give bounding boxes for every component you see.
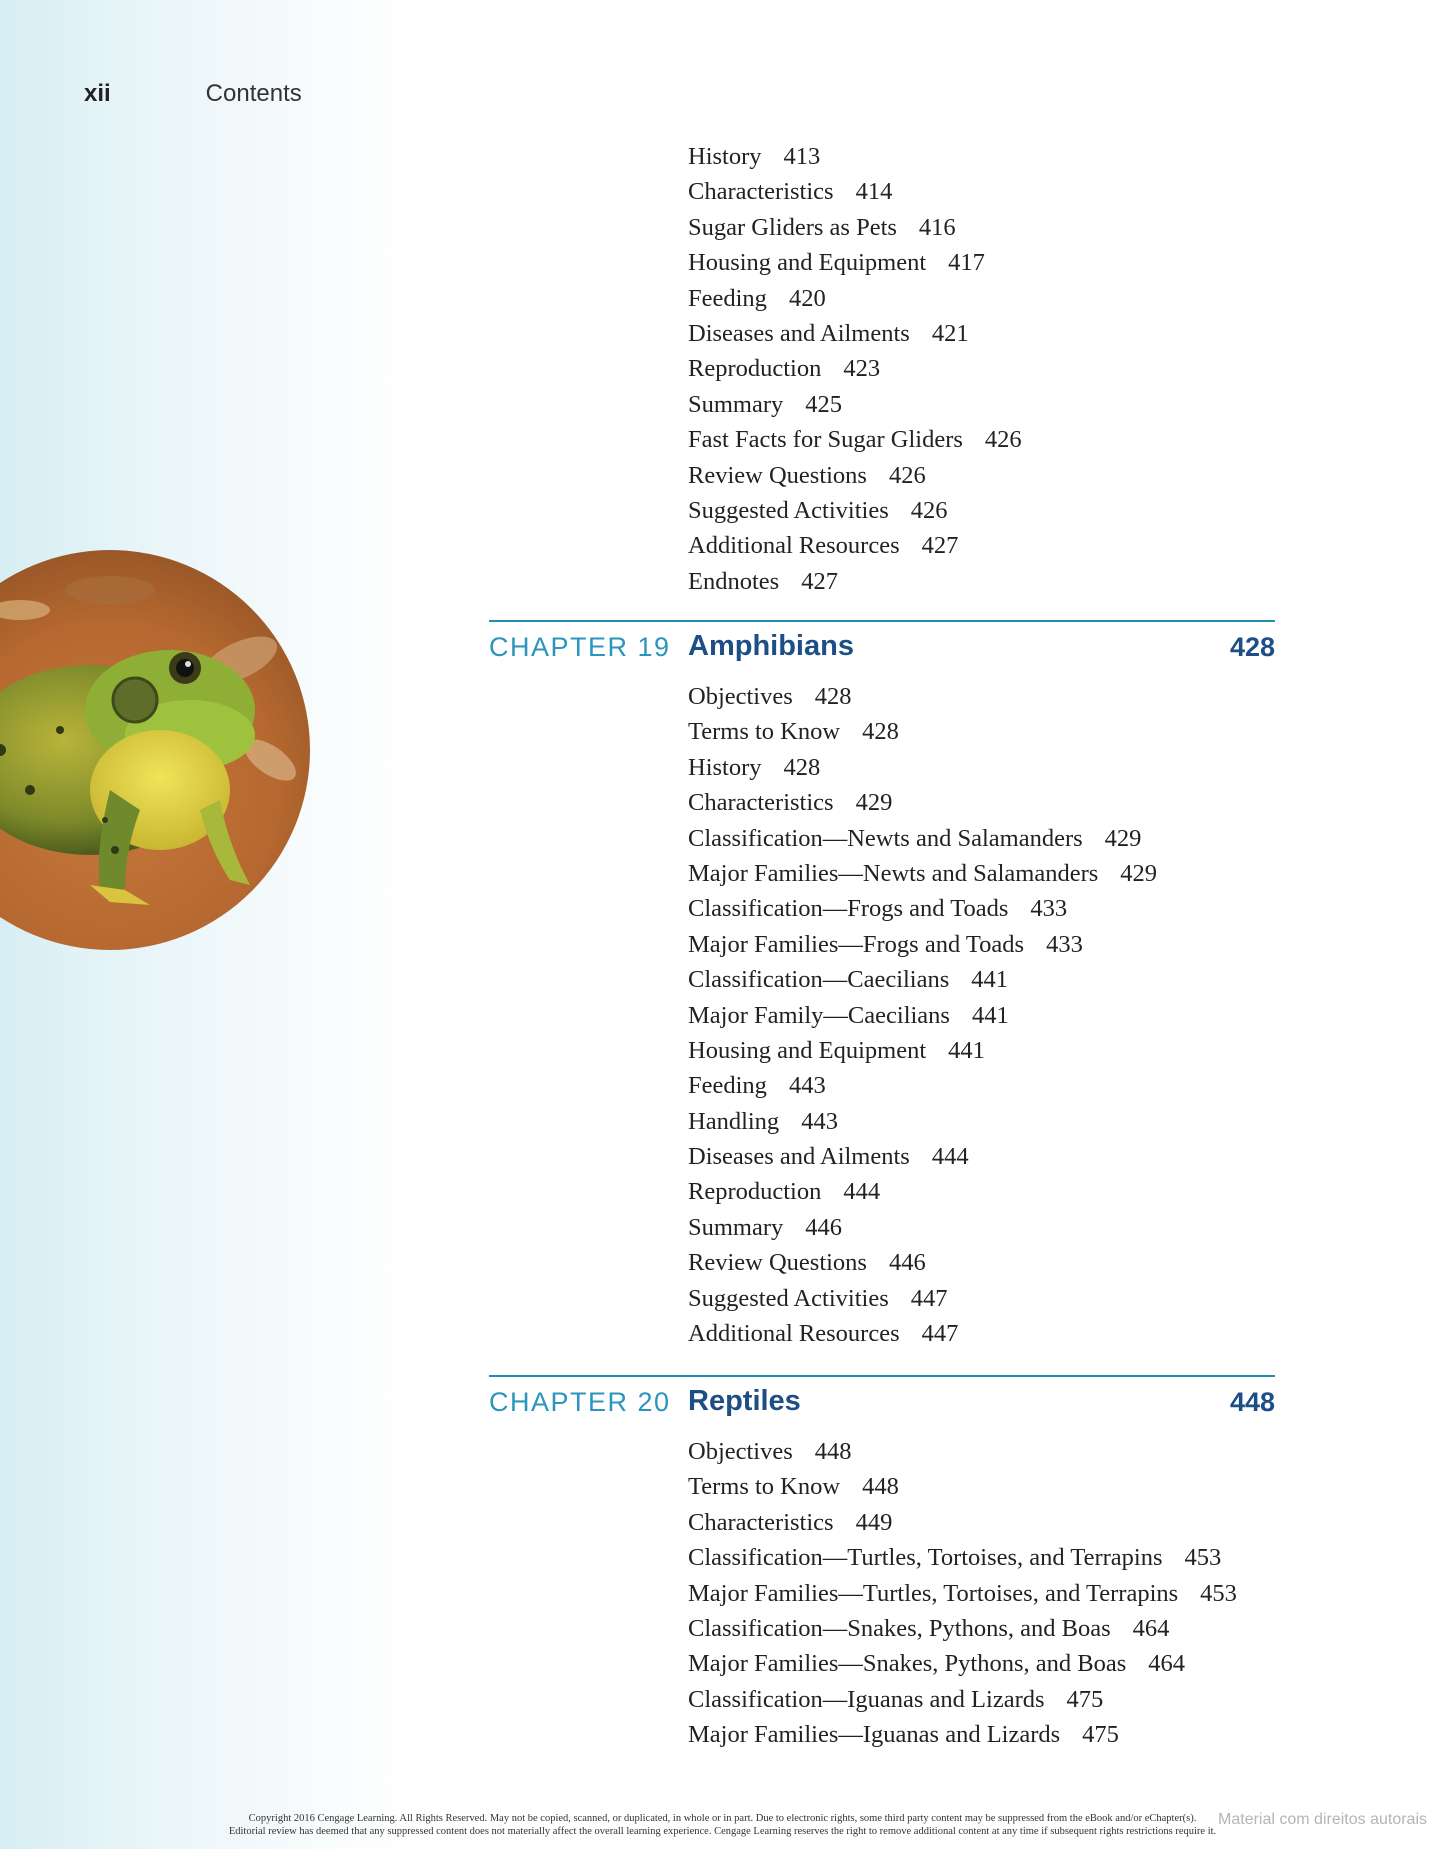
toc-entry — [688, 528, 1022, 563]
toc-entry-title: Feeding — [688, 284, 767, 312]
toc-entry-title: Housing and Equipment — [688, 1036, 927, 1064]
toc-chapter-20-list — [688, 1434, 1237, 1753]
toc-entry — [688, 1469, 1237, 1504]
toc-entry-page: 449 — [855, 1508, 893, 1536]
toc-entry — [688, 785, 1157, 820]
toc-entry-page: 414 — [855, 178, 893, 206]
toc-entry-title: Classification—Snakes, Pythons, and Boas — [688, 1614, 1111, 1642]
toc-entry — [688, 1316, 1157, 1351]
copyright-line-2: Editorial review has deemed that any suppressed content does not materially affect the overall learning experience. Cengage Learning reserves the right to remove additional content at any time if subsequent rights restrictions require it. — [228, 1826, 1217, 1837]
page-header — [84, 80, 302, 108]
toc-entry-page: 464 — [1132, 1614, 1170, 1642]
toc-entry-title: Characteristics — [688, 178, 834, 206]
toc-entry-page: 447 — [921, 1320, 959, 1348]
frog-illustration — [0, 550, 310, 950]
toc-entry-title: Additional Resources — [688, 1320, 900, 1348]
toc-entry — [688, 174, 1022, 209]
chapter-19-heading — [489, 620, 1275, 662]
chapter-title: Reptiles — [688, 1385, 801, 1417]
toc-entry — [688, 1174, 1157, 1209]
toc-entry-page: 426 — [888, 461, 926, 489]
toc-entry-title: Major Families—Newts and Salamanders — [688, 859, 1099, 887]
toc-entry-title: Suggested Activities — [688, 496, 889, 524]
toc-entry — [688, 856, 1157, 891]
toc-entry-title: Diseases and Ailments — [688, 319, 910, 347]
toc-entry-title: Sugar Gliders as Pets — [688, 213, 897, 241]
toc-entry-page: 475 — [1082, 1721, 1119, 1749]
toc-entry-page: 429 — [1120, 859, 1158, 887]
toc-entry — [688, 998, 1157, 1033]
toc-entry — [688, 927, 1157, 962]
toc-entry-page: 446 — [888, 1249, 926, 1277]
toc-entry-title: Major Family—Caecilians — [688, 1001, 950, 1029]
toc-entry — [688, 1210, 1157, 1245]
toc-entry — [688, 316, 1022, 351]
toc-entry-title: Objectives — [688, 683, 793, 710]
toc-entry — [688, 1576, 1237, 1611]
toc-entry — [688, 1068, 1157, 1103]
toc-entry-page: 426 — [984, 426, 1022, 454]
toc-entry-page: 464 — [1148, 1650, 1186, 1678]
toc-entry — [688, 821, 1157, 856]
chapter-page: 428 — [1229, 632, 1275, 662]
toc-entry — [688, 1611, 1237, 1646]
toc-entry-title: Summary — [688, 1213, 784, 1241]
toc-entry-page: 426 — [910, 496, 948, 524]
toc-entry-title: Suggested Activities — [688, 1284, 889, 1312]
toc-entry-page: 441 — [948, 1036, 985, 1064]
toc-entry-title: Major Families—Iguanas and Lizards — [688, 1721, 1061, 1749]
toc-entry-page: 443 — [788, 1072, 826, 1100]
toc-entry-title: Reproduction — [688, 355, 822, 383]
toc-entry-title: Handling — [688, 1107, 780, 1135]
toc-entry-title: Additional Resources — [688, 532, 900, 560]
toc-entry — [688, 245, 1022, 280]
toc-entry — [688, 1434, 1237, 1469]
chapter-label: CHAPTER 19 — [489, 632, 671, 662]
toc-entry-title: Diseases and Ailments — [688, 1143, 910, 1171]
chapter-20-heading — [489, 1375, 1275, 1417]
toc-entry — [688, 962, 1157, 997]
toc-entry — [688, 679, 1157, 714]
toc-entry — [688, 714, 1157, 749]
toc-entry-title: Classification—Newts and Salamanders — [688, 824, 1083, 852]
running-head: Contents — [205, 80, 302, 107]
toc-entry-title: Summary — [688, 390, 784, 418]
toc-entry — [688, 564, 1022, 599]
toc-continued-list — [688, 139, 1022, 599]
toc-entry — [688, 891, 1157, 926]
toc-entry-page: 427 — [801, 567, 838, 595]
toc-entry — [688, 139, 1022, 174]
toc-entry-title: Major Families—Frogs and Toads — [688, 930, 1025, 958]
toc-entry-page: 475 — [1066, 1685, 1104, 1713]
toc-entry-title: Terms to Know — [688, 718, 841, 746]
toc-entry-page: 416 — [918, 213, 956, 241]
toc-entry-title: History — [688, 143, 762, 170]
toc-entry-title: Major Families—Snakes, Pythons, and Boas — [688, 1650, 1127, 1678]
toc-entry-page: 420 — [788, 284, 826, 312]
toc-entry-page: 427 — [921, 532, 959, 560]
toc-entry-page: 444 — [843, 1178, 881, 1206]
toc-entry-title: Housing and Equipment — [688, 249, 927, 277]
toc-entry-page: 433 — [1030, 895, 1068, 923]
copyright-line-1: Copyright 2016 Cengage Learning. All Rights Reserved. May not be copied, scanned, or duplicated, in whole or in part. Due to electronic rights, some third party content may be suppressed from the eBook and/or eChapter(s). — [248, 1813, 1197, 1824]
page-number: xii — [84, 80, 111, 107]
toc-entry — [688, 1682, 1237, 1717]
chapter-page: 448 — [1229, 1387, 1275, 1417]
toc-entry-page: 444 — [931, 1143, 969, 1171]
toc-entry-page: 425 — [805, 390, 843, 418]
toc-entry-page: 453 — [1184, 1544, 1222, 1572]
toc-entry-title: Objectives — [688, 1438, 793, 1465]
toc-entry-title: Classification—Caecilians — [688, 966, 950, 994]
toc-entry-page: 441 — [971, 1001, 1009, 1029]
toc-entry-title: Review Questions — [688, 461, 867, 489]
chapter-title: Amphibians — [688, 630, 854, 662]
toc-entry-title: Major Families—Turtles, Tortoises, and Terrapins — [688, 1579, 1179, 1607]
toc-entry-title: Fast Facts for Sugar Gliders — [688, 426, 963, 454]
toc-entry-page: 453 — [1200, 1579, 1237, 1607]
toc-entry-page: 443 — [801, 1107, 838, 1135]
toc-entry — [688, 1245, 1157, 1280]
toc-entry — [688, 458, 1022, 493]
toc-entry-page: 421 — [931, 319, 969, 347]
toc-entry — [688, 281, 1022, 316]
toc-entry-title: Terms to Know — [688, 1473, 841, 1501]
toc-chapter-19-list — [688, 679, 1157, 1351]
toc-entry-page: 428 — [862, 718, 899, 746]
toc-entry-page: 428 — [783, 753, 821, 781]
toc-entry-page: 433 — [1046, 930, 1083, 958]
toc-entry-page: 429 — [1104, 824, 1142, 852]
toc-entry-title: Classification—Turtles, Tortoises, and Terrapins — [688, 1544, 1163, 1572]
toc-entry — [688, 210, 1022, 245]
toc-entry-page: 441 — [971, 966, 1009, 994]
toc-entry-page: 413 — [783, 143, 821, 170]
toc-entry-title: Feeding — [688, 1072, 767, 1100]
toc-entry-page: 428 — [814, 683, 852, 710]
toc-entry-title: Review Questions — [688, 1249, 867, 1277]
toc-entry-title: Reproduction — [688, 1178, 822, 1206]
toc-entry-title: History — [688, 753, 762, 781]
toc-entry-page: 448 — [862, 1473, 899, 1501]
toc-entry — [688, 1033, 1157, 1068]
chapter-label: CHAPTER 20 — [489, 1387, 671, 1417]
toc-entry-title: Classification—Frogs and Toads — [688, 895, 1009, 923]
toc-entry-page: 417 — [948, 249, 985, 277]
toc-entry-page: 429 — [855, 789, 893, 817]
toc-entry — [688, 1540, 1237, 1575]
toc-entry — [688, 1139, 1157, 1174]
toc-entry-page: 447 — [910, 1284, 948, 1312]
toc-entry — [688, 493, 1022, 528]
toc-entry — [688, 351, 1022, 386]
toc-entry — [688, 1281, 1157, 1316]
toc-entry — [688, 1104, 1157, 1139]
frog-photo — [0, 550, 310, 950]
toc-entry — [688, 1505, 1237, 1540]
toc-entry-page: 423 — [843, 355, 881, 383]
toc-entry — [688, 750, 1157, 785]
toc-entry-page: 446 — [805, 1213, 843, 1241]
toc-entry — [688, 387, 1022, 422]
toc-entry — [688, 422, 1022, 457]
toc-entry-title: Characteristics — [688, 789, 834, 817]
toc-entry-title: Endnotes — [688, 567, 780, 595]
watermark: Material com direitos autorais — [1218, 1811, 1427, 1828]
toc-entry-page: 448 — [814, 1438, 852, 1465]
toc-entry — [688, 1717, 1237, 1752]
toc-entry — [688, 1646, 1237, 1681]
toc-entry-title: Characteristics — [688, 1508, 834, 1536]
toc-entry-title: Classification—Iguanas and Lizards — [688, 1685, 1045, 1713]
